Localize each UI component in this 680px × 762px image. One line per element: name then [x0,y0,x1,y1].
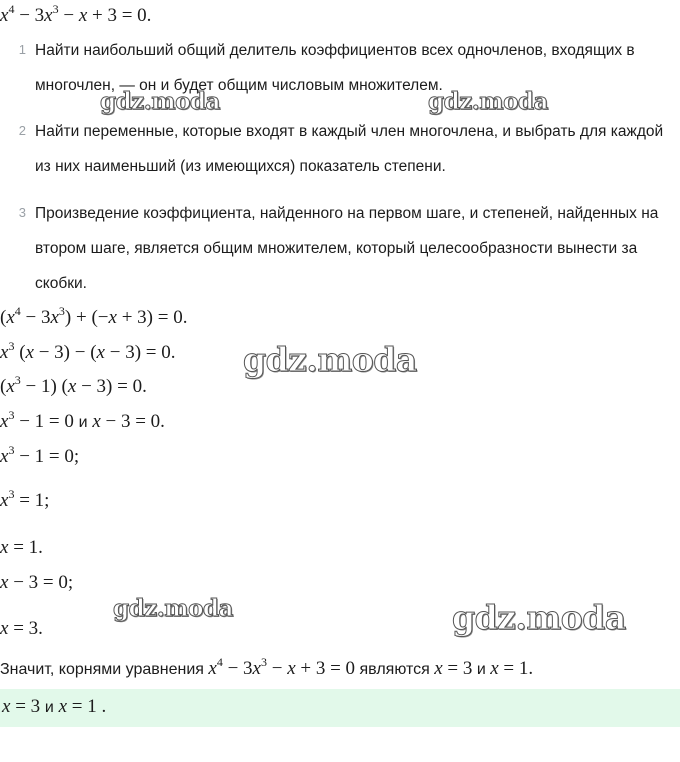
step-number: 1 [18,42,26,57]
watermark-logo: gdz.moda [100,88,220,115]
solution-line: $(x^4 - 3x^3) + (-x + 3) = 0$. [0,304,188,328]
solution-line: x = 3. [0,618,43,639]
step-number: 3 [18,205,26,220]
step-number: 2 [18,123,26,138]
answer-and: и [44,699,54,716]
equation-title: $x^4 - 3x^3 - x + 3 = 0$. [0,2,152,26]
answer-box [0,689,680,727]
solution-line: $(x^3 - 1) (x - 3) = 0$. [0,373,147,397]
solution-line: $x^3 - 1 = 0$; [0,443,80,467]
conclusion-middle: являются [359,661,430,678]
conclusion-prefix: Значит, корнями уравнения [0,661,204,678]
conclusion-equation: $x^4 - 3x^3 - x + 3 = 0$ [208,655,356,679]
conclusion [0,655,680,680]
solution-line: x − 3 = 0; [0,572,74,593]
watermark-logo: gdz.moda [113,595,233,622]
watermark-logo: gdz.moda [243,340,417,379]
step-text: Произведение коэффициента, найденного на первом шаге, и степеней, найденных на втором шаге, является общим множителем, который целесообразности вынести за скобки. [35,205,659,292]
solution-line: $x^3 - 1 = 0$ и x − 3 = 0. [0,408,165,432]
root-3: x = 3 [434,658,473,679]
step-text: Найти переменные, которые входят в каждый член многочлена, и выбрать для каждой из них наименьший (из имеющихся) показатель степени. [35,123,664,175]
solution-line: $x^3 = 1$; [0,487,50,511]
conclusion-and: и [476,661,486,678]
root-1: x = 1. [490,658,534,679]
answer-text: x = 3 и x = 1 . [2,696,107,717]
watermark-logo: gdz.moda [428,88,548,115]
step-text: Найти наибольший общий делитель коэффициентов всех одночленов, входящих в многочлен, — он и будет общим числовым множителем. [35,42,635,94]
solution-line: $x^3$ (x − 3) − (x − 3) = 0. [0,339,176,363]
watermark-logo: gdz.moda [452,598,626,637]
solution-line: x = 1. [0,537,43,558]
